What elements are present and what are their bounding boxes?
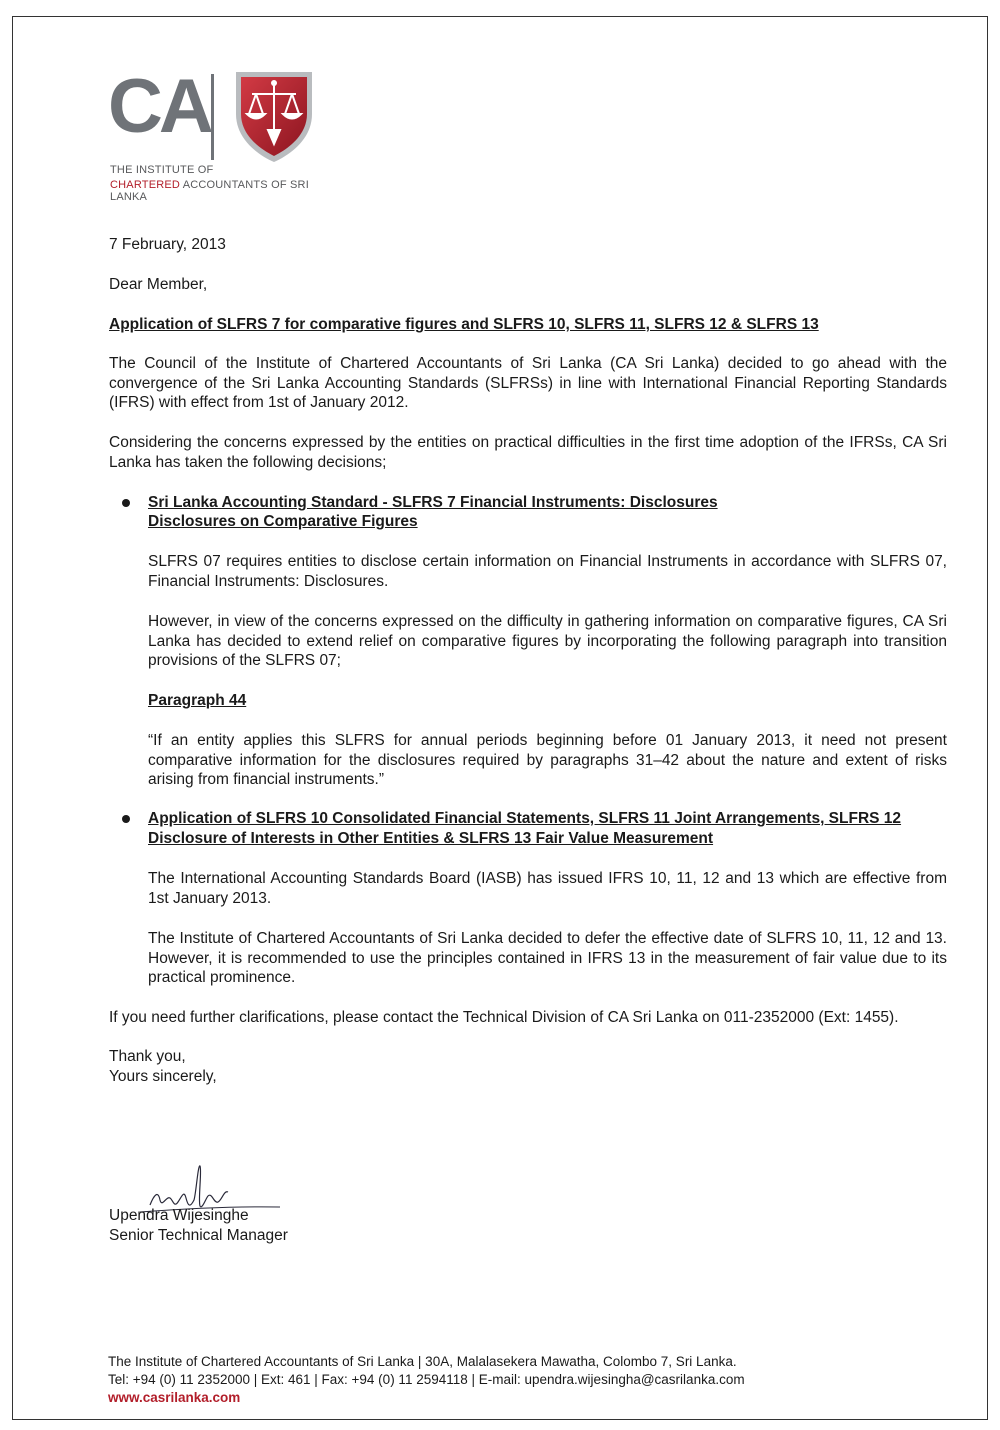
- section2-heading-line1: Application of SLFRS 10 Consolidated Financial Statements, SLFRS 11 Joint Arrangements, SLFRS 12: [148, 810, 902, 827]
- letter-date: 7 February, 2013: [109, 236, 226, 253]
- footer-contact: Tel: +94 (0) 11 2352000 | Ext: 461 | Fax: +94 (0) 11 2594118 | E-mail: upendra.wijesingha@casrilanka.com: [108, 1372, 745, 1387]
- contact-paragraph: If you need further clarifications, please contact the Technical Division of CA Sri Lanka on 011-2352000 (Ext: 1455).: [109, 1009, 899, 1026]
- closing-thanks: Thank you,: [109, 1048, 186, 1065]
- paragraph-44-heading: Paragraph 44: [148, 692, 247, 709]
- ca-logo: [108, 64, 338, 203]
- section1-heading-line1: Sri Lanka Accounting Standard - SLFRS 7 Financial Instruments: Disclosures: [148, 494, 718, 511]
- scales-shield-icon: [232, 68, 316, 164]
- bullet-1: [122, 499, 130, 507]
- section2-para1: The International Accounting Standards Board (IASB) has issued IFRS 10, 11, 12 and 13 which are effective from 1st January 2013.: [148, 870, 947, 907]
- logo-divider: [211, 74, 214, 160]
- signatory-name: Upendra Wijesinghe: [109, 1207, 249, 1224]
- footer-address: The Institute of Chartered Accountants of Sri Lanka | 30A, Malalasekera Mawatha, Colombo 7, Sri Lanka.: [108, 1354, 737, 1369]
- section1-para1: SLFRS 07 requires entities to disclose certain information on Financial Instruments in accordance with SLFRS 07, Financial Instruments: Disclosures.: [148, 553, 947, 590]
- section2-heading-line2: Disclosure of Interests in Other Entities & SLFRS 13 Fair Value Measurement: [148, 830, 714, 847]
- logo-name-rest: ACCOUNTANTS OF SRI LANKA: [110, 179, 309, 203]
- section1-para2: However, in view of the concerns expressed on the difficulty in gathering information on comparative figures, CA Sri Lanka has decided to extend relief on comparative figures by incorporating the following paragraph into transition provisions of the SLFRS 07;: [148, 613, 947, 669]
- logo-abbr: CA: [108, 64, 210, 149]
- intro-paragraph: The Council of the Institute of Chartered Accountants of Sri Lanka (CA Sri Lanka) decided to go ahead with the convergence of the Sri Lanka Accounting Standards (SLFRSs) in line with International Financial Reporting Standards (IFRS) with effect from 1st of January 2012.: [109, 355, 947, 411]
- closing-sincerely: Yours sincerely,: [109, 1068, 217, 1085]
- concerns-paragraph: Considering the concerns expressed by the entities on practical difficulties in the first time adoption of the IFRSs, CA Sri Lanka has taken the following decisions;: [109, 434, 947, 471]
- logo-chartered: CHARTERED: [110, 179, 181, 191]
- salutation: Dear Member,: [109, 276, 208, 293]
- logo-institute-line: THE INSTITUTE OF: [110, 164, 214, 176]
- footer-website-link[interactable]: www.casrilanka.com: [108, 1390, 241, 1405]
- section1-heading-line2: Disclosures on Comparative Figures: [148, 513, 418, 530]
- logo-name-line: [110, 179, 338, 203]
- section2-para2: The Institute of Chartered Accountants of Sri Lanka decided to defer the effective date of SLFRS 10, 11, 12 and 13. However, it is recommended to use the principles contained in IFRS 13 in the measurement of fair value due to its practical prominence.: [148, 930, 947, 986]
- bullet-2: [122, 815, 130, 823]
- paragraph-44-quote: “If an entity applies this SLFRS for annual periods beginning before 01 January 2013, it need not present comparative information for the disclosures required by paragraphs 31–42 about the nature and extent of risks arising from financial instruments.”: [148, 732, 947, 788]
- signatory-title: Senior Technical Manager: [109, 1227, 288, 1244]
- letter-subject: Application of SLFRS 7 for comparative figures and SLFRS 10, SLFRS 11, SLFRS 12 & SLFRS 13: [109, 316, 819, 333]
